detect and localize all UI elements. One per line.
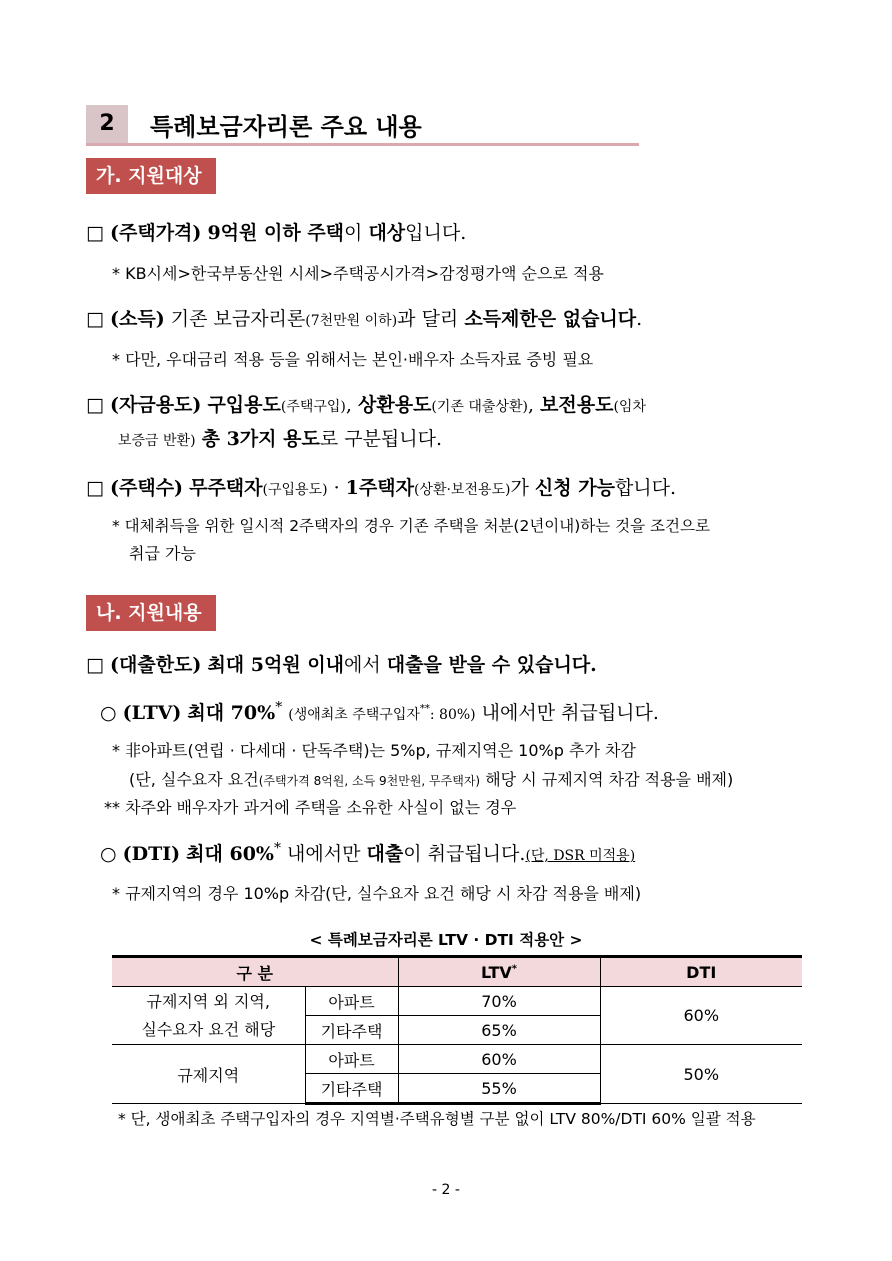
bold-text: 대출 bbox=[366, 843, 404, 865]
table-row bbox=[112, 987, 802, 1016]
subsection-a-label: 가. 지원대상 bbox=[86, 158, 216, 194]
bold-text: 대출을 받을 수 있습니다. bbox=[386, 654, 597, 676]
label: (LTV) bbox=[122, 702, 182, 724]
bullet: ○ bbox=[100, 843, 117, 865]
text: 이 취급됩니다. bbox=[403, 843, 526, 865]
section-title: 특례보금자리론 주요 내용 bbox=[150, 113, 422, 141]
label: (주택가격) bbox=[110, 222, 202, 244]
item-houses bbox=[86, 473, 676, 500]
text: , bbox=[345, 394, 358, 416]
bold-text: 신청 가능 bbox=[534, 477, 615, 499]
cell-ltv: 65% bbox=[398, 1016, 600, 1045]
bold-text: 최대 70% bbox=[187, 702, 276, 724]
text: 내에서만 취급됩니다. bbox=[475, 702, 659, 724]
bullet: □ bbox=[86, 222, 104, 244]
small-text: (기존 대출상환) bbox=[431, 399, 528, 415]
bold-text: 최대 60% bbox=[186, 843, 274, 865]
item-usage-line1 bbox=[86, 390, 646, 417]
item-price bbox=[86, 218, 466, 245]
bullet: □ bbox=[86, 394, 104, 416]
small-text: : 80%) bbox=[429, 707, 476, 723]
bold-text: 소득제한은 없습니다 bbox=[464, 308, 637, 330]
text: . bbox=[636, 308, 643, 330]
note-ltv-1: * 非아파트(연립 · 다세대 · 단독주택)는 5%p, 규제지역은 10%p 추가 차감 bbox=[112, 741, 636, 760]
text: 과 달리 bbox=[397, 308, 465, 330]
section-underline bbox=[86, 143, 639, 146]
label: (DTI) bbox=[122, 843, 181, 865]
small-text: (단, DSR 미적용) bbox=[525, 848, 636, 864]
note-houses-line2: 취급 가능 bbox=[129, 544, 196, 563]
note-houses-line1: * 대체취득을 위한 일시적 2주택자의 경우 기존 주택을 처분(2년이내)하는 것을 조건으로 bbox=[112, 517, 710, 535]
section-number: 2 bbox=[86, 105, 128, 143]
cell-type: 기타주택 bbox=[305, 1016, 398, 1045]
text: · bbox=[327, 477, 346, 499]
label: (자금용도) bbox=[110, 394, 202, 416]
small-text: 보증금 반환) bbox=[118, 433, 196, 449]
note-ltv-2 bbox=[129, 767, 733, 790]
text: 이 bbox=[344, 222, 369, 244]
bullet: □ bbox=[86, 477, 104, 499]
header-dti: DTI bbox=[600, 957, 802, 987]
bullet: □ bbox=[86, 654, 104, 676]
text: 해당 시 규제지역 차감 적용을 배제) bbox=[480, 770, 734, 789]
cell-dti: 50% bbox=[600, 1045, 802, 1104]
item-income bbox=[86, 304, 642, 331]
small-text: (구입용도) bbox=[262, 482, 328, 498]
text: 입니다. bbox=[405, 222, 467, 244]
table-title: < 특례보금자리론 LTV · DTI 적용안 > bbox=[309, 931, 583, 949]
label: (대출한도) bbox=[110, 654, 202, 676]
small-text: (주택구입) bbox=[280, 399, 346, 415]
item-ltv bbox=[100, 698, 659, 725]
note-ltv-3: ** 차주와 배우자가 과거에 주택을 소유한 사실이 없는 경우 bbox=[104, 798, 517, 817]
text: 로 구분됩니다. bbox=[319, 428, 443, 450]
bullet: ○ bbox=[100, 702, 117, 724]
item-limit bbox=[86, 650, 597, 677]
bold-text: 구입용도 bbox=[207, 394, 281, 416]
bold-text: 최대 5억원 이내 bbox=[207, 654, 345, 676]
text: 기존 보금자리론 bbox=[164, 308, 306, 330]
bold-text: 무주택자 bbox=[189, 477, 263, 499]
subsection-b-label: 나. 지원내용 bbox=[86, 595, 216, 631]
bold-text: 상환용도 bbox=[358, 394, 432, 416]
cell-dti: 60% bbox=[600, 987, 802, 1045]
group2-label: 규제지역 bbox=[112, 1045, 305, 1104]
cell-ltv: 60% bbox=[398, 1045, 600, 1074]
note-price: * KB시세>한국부동산원 시세>주택공시가격>감정평가액 순으로 적용 bbox=[112, 264, 604, 283]
footnote-mark: * bbox=[274, 840, 281, 857]
bold-text: 9억원 이하 주택 bbox=[207, 222, 345, 244]
group1-label: 규제지역 외 지역, 실수요자 요건 해당 bbox=[112, 987, 305, 1045]
note-dti: * 규제지역의 경우 10%p 차감(단, 실수요자 요건 해당 시 차감 적용을 배제) bbox=[112, 884, 642, 903]
page-number: - 2 - bbox=[432, 1182, 460, 1198]
cell-ltv: 70% bbox=[398, 987, 600, 1016]
note-income: * 다만, 우대금리 적용 등을 위해서는 본인·배우자 소득자료 증빙 필요 bbox=[112, 350, 594, 369]
label: (소득) bbox=[110, 308, 165, 330]
ltv-dti-table bbox=[112, 955, 802, 1105]
cell-type: 기타주택 bbox=[305, 1074, 398, 1104]
small-text: (생애최초 주택구입자 bbox=[288, 707, 420, 723]
bullet: □ bbox=[86, 308, 104, 330]
text: , bbox=[527, 394, 541, 416]
header-ltv: LTV* bbox=[398, 957, 600, 987]
text: 내에서만 bbox=[281, 843, 367, 865]
header-category: 구 분 bbox=[112, 957, 398, 987]
text: 가 bbox=[510, 477, 535, 499]
label: (주택수) bbox=[110, 477, 184, 499]
text: 에서 bbox=[344, 654, 387, 676]
small-text: (임차 bbox=[613, 399, 646, 415]
cell-ltv: 55% bbox=[398, 1074, 600, 1104]
text: (단, 실수요자 요건 bbox=[129, 770, 259, 789]
table-note: * 단, 생애최초 주택구입자의 경우 지역별·주택유형별 구분 없이 LTV 80%/DTI 60% 일괄 적용 bbox=[118, 1110, 756, 1128]
cell-type: 아파트 bbox=[305, 987, 398, 1016]
bold-text: 총 3가지 용도 bbox=[201, 428, 320, 450]
cell-type: 아파트 bbox=[305, 1045, 398, 1074]
item-usage-line2 bbox=[118, 424, 442, 451]
small-text: (상환·보전용도) bbox=[413, 482, 511, 498]
small-text: (주택가격 8억원, 소득 9천만원, 무주택자) bbox=[258, 774, 481, 788]
footnote-mark: ** bbox=[419, 703, 430, 715]
small-text: (7천만원 이하) bbox=[305, 313, 398, 329]
table-row bbox=[112, 1045, 802, 1074]
bold-text: 대상 bbox=[368, 222, 406, 244]
item-dti bbox=[100, 839, 635, 866]
bold-text: 1주택자 bbox=[345, 477, 414, 499]
footnote-mark: * bbox=[275, 699, 283, 716]
table-header-row bbox=[112, 957, 802, 987]
bold-text: 보전용도 bbox=[540, 394, 614, 416]
text: 합니다. bbox=[614, 477, 677, 499]
